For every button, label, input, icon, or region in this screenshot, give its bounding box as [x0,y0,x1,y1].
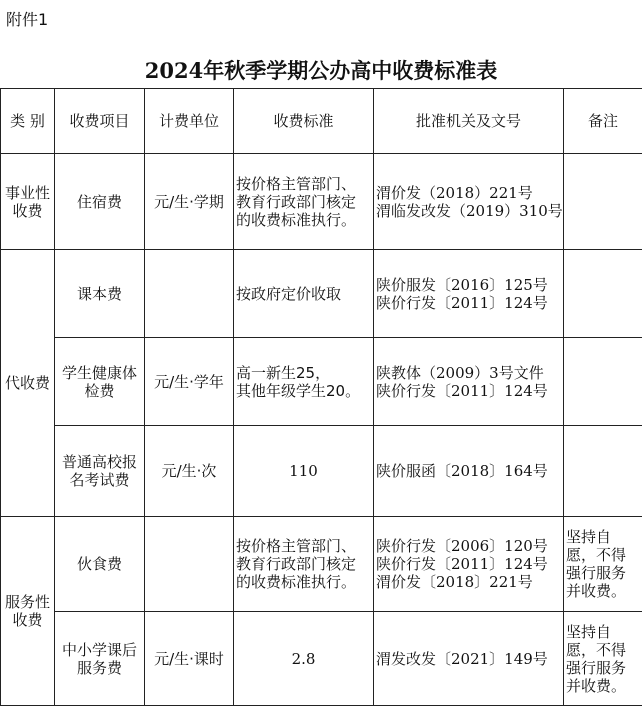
fee-standard-table [0,88,642,706]
standard-line: 的收费标准执行。 [236,211,371,229]
unit-cell [145,250,234,338]
approval-cell [374,154,564,250]
approval-line: 渭价发〔2018〕221号 [376,573,561,591]
note-cell [564,250,642,338]
table-row [1,338,642,426]
item-cell: 学生健康体检费 [55,338,145,426]
standard-cell [234,154,374,250]
item-cell: 住宿费 [55,154,145,250]
approval-cell [374,517,564,612]
standard-cell [234,338,374,426]
standard-line: 教育行政部门核定 [236,193,371,211]
item-cell: 伙食费 [55,517,145,612]
standard-line: 按政府定价收取 [236,285,371,303]
approval-cell [374,338,564,426]
header-category: 类 别 [1,89,55,154]
approval-line: 陕价行发〔2011〕124号 [376,382,561,400]
unit-cell: 元/生·课时 [145,612,234,706]
approval-line: 陕价行发〔2011〕124号 [376,555,561,573]
standard-line: 按价格主管部门、 [236,175,371,193]
header-approval: 批准机关及文号 [374,89,564,154]
approval-line: 渭发改发〔2021〕149号 [376,650,561,668]
standard-line: 高一新生25， [236,364,371,382]
standard-cell [234,426,374,517]
unit-cell: 元/生·学年 [145,338,234,426]
unit-cell [145,517,234,612]
standard-line: 教育行政部门核定 [236,555,371,573]
header-item: 收费项目 [55,89,145,154]
table-title: 2024年秋季学期公办高中收费标准表 [0,55,642,85]
table-row [1,154,642,250]
standard-line: 110 [236,462,371,480]
standard-line: 2.8 [236,650,371,668]
header-standard: 收费标准 [234,89,374,154]
attachment-label: 附件1 [6,7,48,30]
approval-line: 陕价行发〔2006〕120号 [376,537,561,555]
header-unit: 计费单位 [145,89,234,154]
approval-line: 渭临发改发（2019）310号 [376,202,561,220]
approval-line: 渭价发（2018）221号 [376,184,561,202]
standard-cell [234,612,374,706]
note-cell [564,154,642,250]
table-row [1,250,642,338]
table-row [1,426,642,517]
standard-line: 其他年级学生20。 [236,382,371,400]
approval-line: 陕价行发〔2011〕124号 [376,294,561,312]
approval-cell [374,426,564,517]
approval-line: 陕教体（2009）3号文件 [376,364,561,382]
category-cell: 代收费 [1,250,55,517]
note-cell: 坚持自愿，不得强行服务并收费。 [564,612,642,706]
category-cell: 服务性收费 [1,517,55,706]
table-row [1,612,642,706]
note-cell [564,426,642,517]
item-cell: 课本费 [55,250,145,338]
header-note: 备注 [564,89,642,154]
note-cell: 坚持自愿，不得强行服务并收费。 [564,517,642,612]
category-cell: 事业性收费 [1,154,55,250]
table-row [1,517,642,612]
approval-cell [374,250,564,338]
approval-line: 陕价服函〔2018〕164号 [376,462,561,480]
approval-line: 陕价服发〔2016〕125号 [376,276,561,294]
unit-cell: 元/生·次 [145,426,234,517]
approval-cell [374,612,564,706]
item-cell: 普通高校报名考试费 [55,426,145,517]
item-cell: 中小学课后服务费 [55,612,145,706]
standard-cell [234,250,374,338]
unit-cell: 元/生·学期 [145,154,234,250]
standard-cell [234,517,374,612]
standard-line: 按价格主管部门、 [236,537,371,555]
header-row [1,89,642,154]
note-cell [564,338,642,426]
standard-line: 的收费标准执行。 [236,573,371,591]
